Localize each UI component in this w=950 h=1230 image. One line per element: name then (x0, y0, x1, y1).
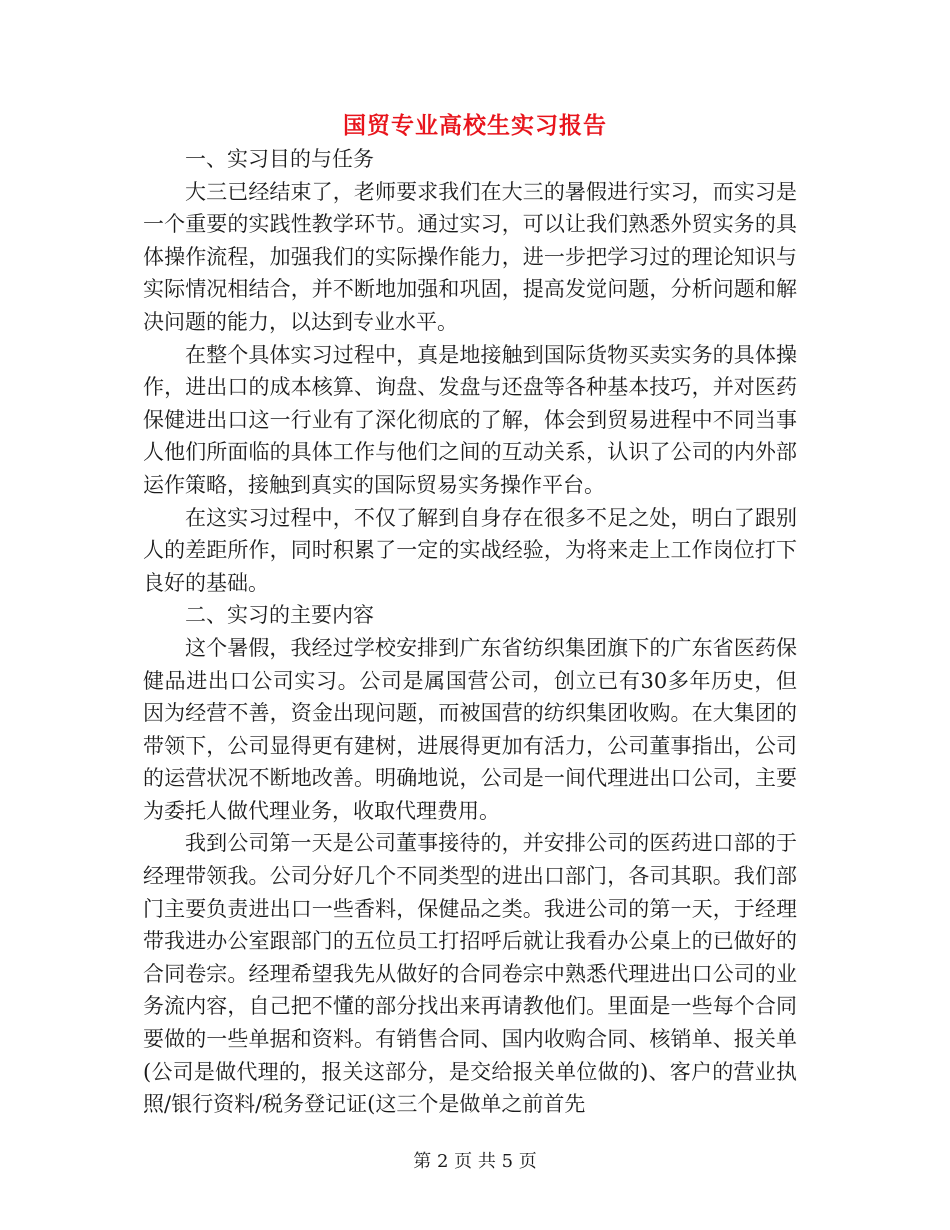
paragraph-5: 我到公司第一天是公司董事接待的，并安排公司的医药进口部的于经理带领我。公司分好几个不同类型的进出口部门，各司其职。我们部门主要负责进出口一些香料，保健品之类。我进公司的第一天，于经理带我进办公室跟部门的五位员工打招呼后就让我看办公桌上的已做好的合同卷宗。经理希望我先从做好的合同卷宗中熟悉代理进出口公司的业务流内容，自己把不懂的部分找出来再请教他们。里面是一些每个合同要做的一些单据和资料。有销售合同、国内收购合同、核销单、报关单(公司是做代理的，报关这部分，是交给报关单位做的)、客户的营业执照/银行资料/税务登记证(这三个是做单之前首先 (143, 831, 797, 1117)
page-number-footer: 第 2 页 共 5 页 (413, 1151, 537, 1172)
section-heading-2: 二、实习的主要内容 (185, 603, 374, 628)
document-body (143, 143, 797, 1121)
section-heading-1: 一、实习目的与任务 (185, 147, 374, 171)
paragraph-3: 在这实习过程中，不仅了解到自身存在很多不足之处，明白了跟别人的差距所作，同时积累了一定的实战经验，为将来走上工作岗位打下良好的基础。 (143, 505, 797, 595)
paragraph-1: 大三已经结束了，老师要求我们在大三的暑假进行实习，而实习是一个重要的实践性教学环节。通过实习，可以让我们熟悉外贸实务的具体操作流程，加强我们的实际操作能力，进一步把学习过的理论知识与实际情况相结合，并不断地加强和巩固，提高发觉问题，分析问题和解决问题的能力，以达到专业水平。 (143, 179, 797, 334)
paragraph-2: 在整个具体实习过程中，真是地接触到国际货物买卖实务的具体操作，进出口的成本核算、询盘、发盘与还盘等各种基本技巧，并对医药保健进出口这一行业有了深化彻底的了解，体会到贸易进程中不同当事人他们所面临的具体工作与他们之间的互动关系，认识了公司的内外部运作策略，接触到真实的国际贸易实务操作平台。 (143, 342, 797, 497)
document-title: 国贸专业高校生实习报告 (343, 112, 607, 139)
paragraph-4: 这个暑假，我经过学校安排到广东省纺织集团旗下的广东省医药保健品进出口公司实习。公司是属国营公司，创立已有30多年历史，但因为经营不善，资金出现问题，而被国营的纺织集团收购。在大集团的带领下，公司显得更有建树，进展得更加有活力，公司董事指出，公司的运营状况不断地改善。明确地说，公司是一间代理进出口公司，主要为委托人做代理业务，收取代理费用。 (143, 635, 797, 823)
